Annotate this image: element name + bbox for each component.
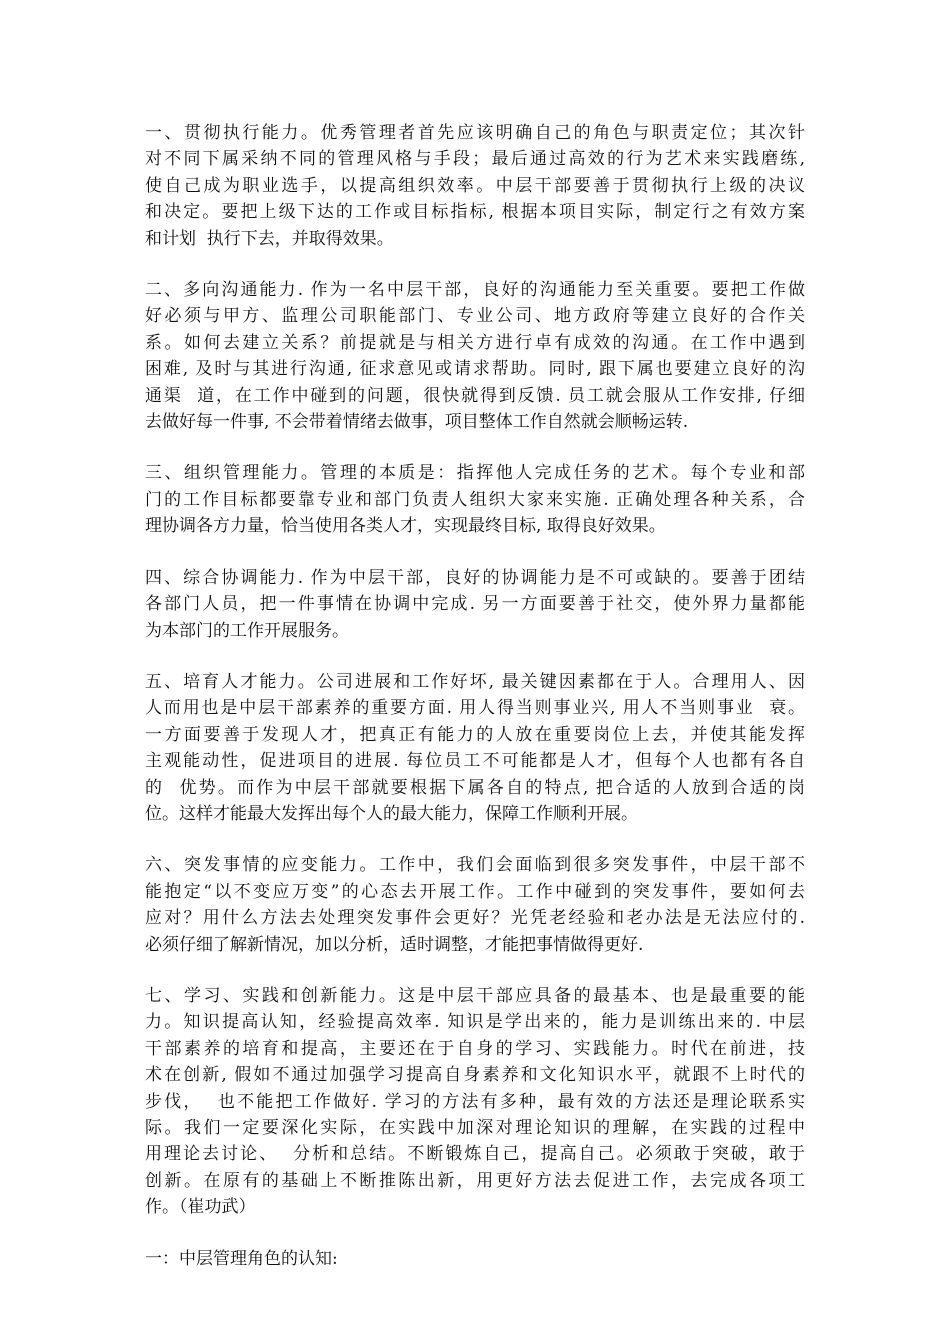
text-line: 一方面要善于发现人才，把真正有能力的人放在重要岗位上去，并使其能发挥 [145,724,805,745]
text-line: 一、贯彻执行能力。优秀管理者首先应该明确自己的角色与职责定位；其次针 [145,123,805,143]
text-line: 六、突发事情的应变能力。工作中，我们会面临到很多突发事件，中层干部不 [145,855,805,876]
paragraph-learning-innovation [145,983,805,1221]
paragraph-execution-ability [145,120,805,252]
text-line: 五、培育人才能力。公司进展和工作好坏, 最关键因素都在于人。合理用人、因 [145,671,805,692]
text-line: 用理论去讨论、 分析和总结。不断锻炼自己，提高自己。必须敢于突破，敢于 [145,1144,805,1165]
text-line: 必须仔细了解新情况，加以分析，适时调整，才能把事情做得更好. [145,934,644,955]
text-line: 和计划 执行下去，并取得效果。 [145,228,394,249]
text-line: 力。知识提高认知，经验提高效率. 知识是学出来的，能力是训练出来的. 中层 [145,1012,805,1033]
paragraph-emergency-response [145,852,805,958]
text-line: 七、学习、实践和创新能力。这是中层干部应具备的最基本、也是最重要的能 [145,985,805,1006]
paragraph-organization-ability [145,460,805,539]
text-line: 际。我们一定要深化实际，在实践中加深对理论知识的理解，在实践的过程中 [145,1118,805,1138]
text-line: 理协调各方力量，恰当使用各类人才，实现最终目标, 取得良好效果。 [145,516,666,537]
paragraph-talent-development [145,669,805,827]
text-line: 对不同下属采纳不同的管理风格与手段；最后通过高效的行为艺术来实践磨练, [145,149,805,170]
text-line: 四、综合协调能力. 作为中层干部，良好的协调能力是不可或缺的。要善于团结 [145,567,805,588]
text-line: 术在创新, 假如不通过加强学习提高自身素养和文化知识水平，就跟不上时代的 [145,1065,805,1086]
text-line: 干部素养的培育和提高，主要还在于自身的学习、实践能力。时代在前进，技 [145,1038,805,1059]
text-line: 困难, 及时与其进行沟通, 征求意见或请求帮助。同时, 跟下属也要建立良好的沟 [145,359,805,380]
document-page [145,120,805,1272]
text-line: 系。如何去建立关系？前提就是与相关方进行卓有成效的沟通。在工作中遇到 [145,332,805,353]
text-line: 作。（崔功武） [145,1197,256,1218]
text-line: 位。这样才能最大发挥出每个人的最大能力，保障工作顺利开展。 [145,803,638,824]
text-line: 三、组织管理能力。管理的本质是：指挥他人完成任务的艺术。每个专业和部 [145,463,805,484]
text-line: 主观能动性，促进项目的进展. 每位员工不可能都是人才，但每个人也都有各自 [145,751,805,772]
text-line: 的 优势。而作为中层干部就要根据下属各自的特点, 把合适的人放到合适的岗 [145,777,805,798]
text-line: 各部门人员，把一件事情在协调中完成. 另一方面要善于社交，使外界力量都能 [145,594,805,615]
text-line: 步伐， 也不能把工作做好. 学习的方法有多种，最有效的方法还是理论联系实 [145,1091,805,1112]
text-line: 二、多向沟通能力. 作为一名中层干部，良好的沟通能力至关重要。要把工作做 [145,280,805,301]
text-line: 创新。在原有的基础上不断推陈出新，用更好方法去促进工作，去完成各项工 [145,1170,805,1191]
text-line: 去做好每一件事, 不会带着情绪去做事，项目整体工作自然就会顺畅运转. [145,412,689,433]
text-line: 能抱定“以不变应万变”的心态去开展工作。工作中碰到的突发事件，要如何去 [145,881,805,902]
paragraph-communication-ability [145,277,805,435]
text-line: 应对？用什么方法去处理突发事件会更好？光凭老经验和老办法是无法应付的. [145,908,805,929]
text-line: 门的工作目标都要靠专业和部门负责人组织大家来实施. 正确处理各种关系，合 [145,489,805,510]
text-line: 使自己成为职业选手，以提高组织效率。中层干部要善于贯彻执行上级的决议 [145,175,805,196]
text-line: 好必须与甲方、监理公司职能部门、专业公司、地方政府等建立良好的合作关 [145,306,805,327]
paragraph-coordination-ability [145,565,805,644]
text-line: 为本部门的工作开展服务。 [145,620,349,641]
text-line: 和决定。要把上级下达的工作或目标指标, 根据本项目实际，制定行之有效方案 [145,202,805,223]
text-line: 通渠 道，在工作中碰到的问题，很快就得到反馈. 员工就会服从工作安排, 仔细 [145,385,805,406]
section-heading: 一：中层管理角色的认知: [145,1248,338,1269]
text-line: 人而用也是中层干部素养的重要方面. 用人得当则事业兴, 用人不当则事业 衰。 [145,698,805,719]
